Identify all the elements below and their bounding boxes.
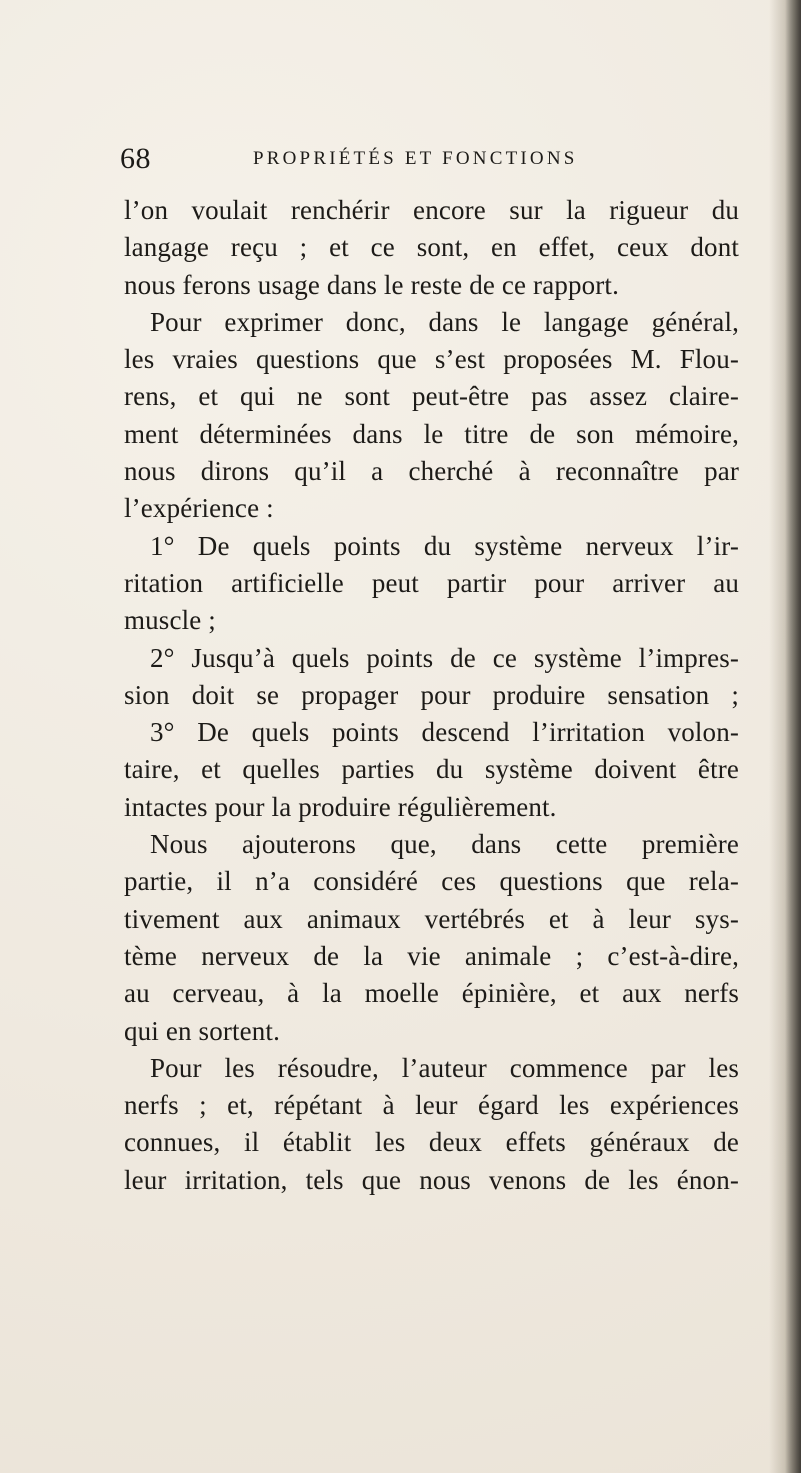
- page-header: [120, 142, 720, 182]
- text-line: ritation artificielle peut partir pour arriver au: [124, 567, 739, 598]
- text-line: l’expérience :: [124, 493, 274, 524]
- text-line: sion doit se propager pour produire sensation ;: [124, 679, 739, 710]
- text-line: tème nerveux de la vie animale ; c’est-à-dire,: [124, 940, 739, 971]
- page-edge-shadow: [785, 0, 801, 1473]
- text-line: qui en sortent.: [124, 1015, 280, 1046]
- text-line: les vraies questions que s’est proposées M. Flou-: [124, 344, 739, 375]
- text-line: 1° De quels points du système nerveux l’ir-: [150, 530, 739, 561]
- text-line: taire, et quelles parties du système doivent être: [124, 754, 739, 785]
- text-line: leur irritation, tels que nous venons de les énon-: [124, 1164, 739, 1195]
- text-line: 3° De quels points descend l’irritation volon-: [150, 717, 739, 748]
- text-line: langage reçu ; et ce sont, en effet, ceux dont: [124, 232, 739, 263]
- text-line: intactes pour la produire régulièrement.: [124, 791, 557, 822]
- text-line: nous dirons qu’il a cherché à reconnaître par: [124, 456, 739, 487]
- text-line: au cerveau, à la moelle épinière, et aux nerfs: [124, 978, 739, 1009]
- text-line: Nous ajouterons que, dans cette première: [150, 829, 739, 860]
- text-line: nerfs ; et, répétant à leur égard les expériences: [124, 1090, 739, 1121]
- text-line: tivement aux animaux vertébrés et à leur sys-: [124, 903, 739, 934]
- text-line: Pour les résoudre, l’auteur commence par les: [150, 1052, 739, 1083]
- running-title: PROPRIÉTÉS ET FONCTIONS: [253, 148, 578, 169]
- text-line: rens, et qui ne sont peut-être pas assez claire-: [124, 381, 739, 412]
- page-number: 68: [120, 142, 151, 175]
- text-line: partie, il n’a considéré ces questions que rela-: [124, 866, 739, 897]
- body-text: [124, 192, 739, 1199]
- text-line: nous ferons usage dans le reste de ce rapport.: [124, 269, 619, 300]
- text-line: l’on voulait renchérir encore sur la rigueur du: [124, 195, 739, 225]
- text-line: ment déterminées dans le titre de son mémoire,: [124, 418, 739, 449]
- text-line: 2° Jusqu’à quels points de ce système l’impres-: [150, 642, 739, 673]
- text-line: connues, il établit les deux effets généraux de: [124, 1127, 739, 1158]
- text-line: muscle ;: [124, 605, 216, 636]
- text-line: Pour exprimer donc, dans le langage général,: [150, 306, 739, 337]
